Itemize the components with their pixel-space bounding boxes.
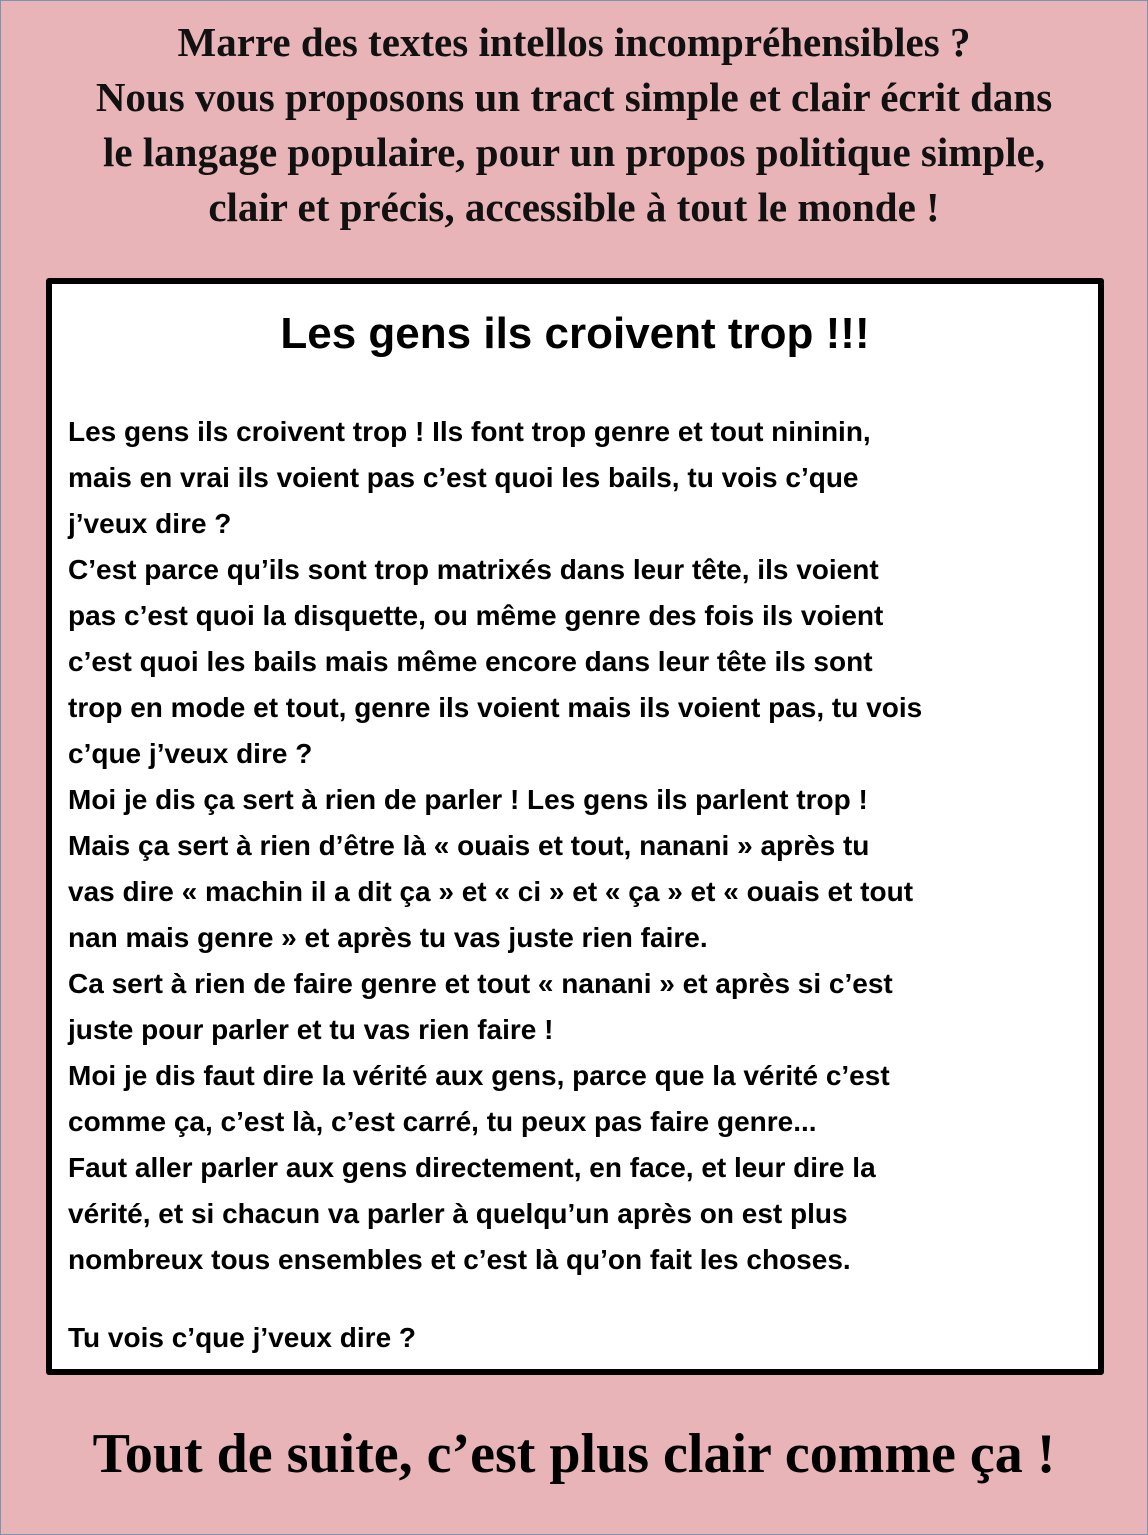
tract-line: c’que j’veux dire ? [68,738,313,769]
intro-line: clair et précis, accessible à tout le monde ! [208,184,940,230]
tract-line: pas c’est quoi la disquette, ou même genre des fois ils voient [68,600,884,631]
tract-line: c’est quoi les bails mais même encore dans leur tête ils sont [68,646,873,677]
tract-line: juste pour parler et tu vas rien faire ! [68,1014,554,1045]
tract-line: C’est parce qu’ils sont trop matrixés dans leur tête, ils voient [68,554,879,585]
tract-line: Mais ça sert à rien d’être là « ouais et tout, nanani » après tu [68,830,870,861]
intro-line: Marre des textes intellos incompréhensibles ? [177,19,971,65]
tract-line: mais en vrai ils voient pas c’est quoi les bails, tu vois c’que [68,462,859,493]
paragraph-gap [68,1283,1090,1315]
tract-line: Moi je dis ça sert à rien de parler ! Les gens ils parlent trop ! [68,784,868,815]
tract-line: nan mais genre » et après tu vas juste rien faire. [68,922,708,953]
tract-title: Les gens ils croivent trop !!! [280,309,870,358]
tract-body [68,409,1090,1361]
tract-line: Moi je dis faut dire la vérité aux gens, parce que la vérité c’est [68,1060,890,1091]
outro-heading: Tout de suite, c’est plus clair comme ça ! [92,1423,1056,1485]
tract-panel [46,278,1104,1375]
intro-heading [1,15,1147,235]
tract-line: vérité, et si chacun va parler à quelqu’un après on est plus [68,1198,848,1229]
tract-line: trop en mode et tout, genre ils voient mais ils voient pas, tu vois [68,692,923,723]
tract-line: vas dire « machin il a dit ça » et « ci » et « ça » et « ouais et tout [68,876,914,907]
tract-line: comme ça, c’est là, c’est carré, tu peux pas faire genre... [68,1106,817,1137]
tract-closing-line: Tu vois c’que j’veux dire ? [68,1322,417,1353]
tract-line: j’veux dire ? [68,508,232,539]
intro-line: le langage populaire, pour un propos politique simple, [102,129,1046,175]
tract-line: Les gens ils croivent trop ! Ils font trop genre et tout nininin, [68,416,871,447]
tract-line: nombreux tous ensembles et c’est là qu’on fait les choses. [68,1244,851,1275]
intro-line: Nous vous proposons un tract simple et clair écrit dans [95,74,1053,120]
tract-line: Ca sert à rien de faire genre et tout « nanani » et après si c’est [68,968,893,999]
tract-line: Faut aller parler aux gens directement, en face, et leur dire la [68,1152,876,1183]
